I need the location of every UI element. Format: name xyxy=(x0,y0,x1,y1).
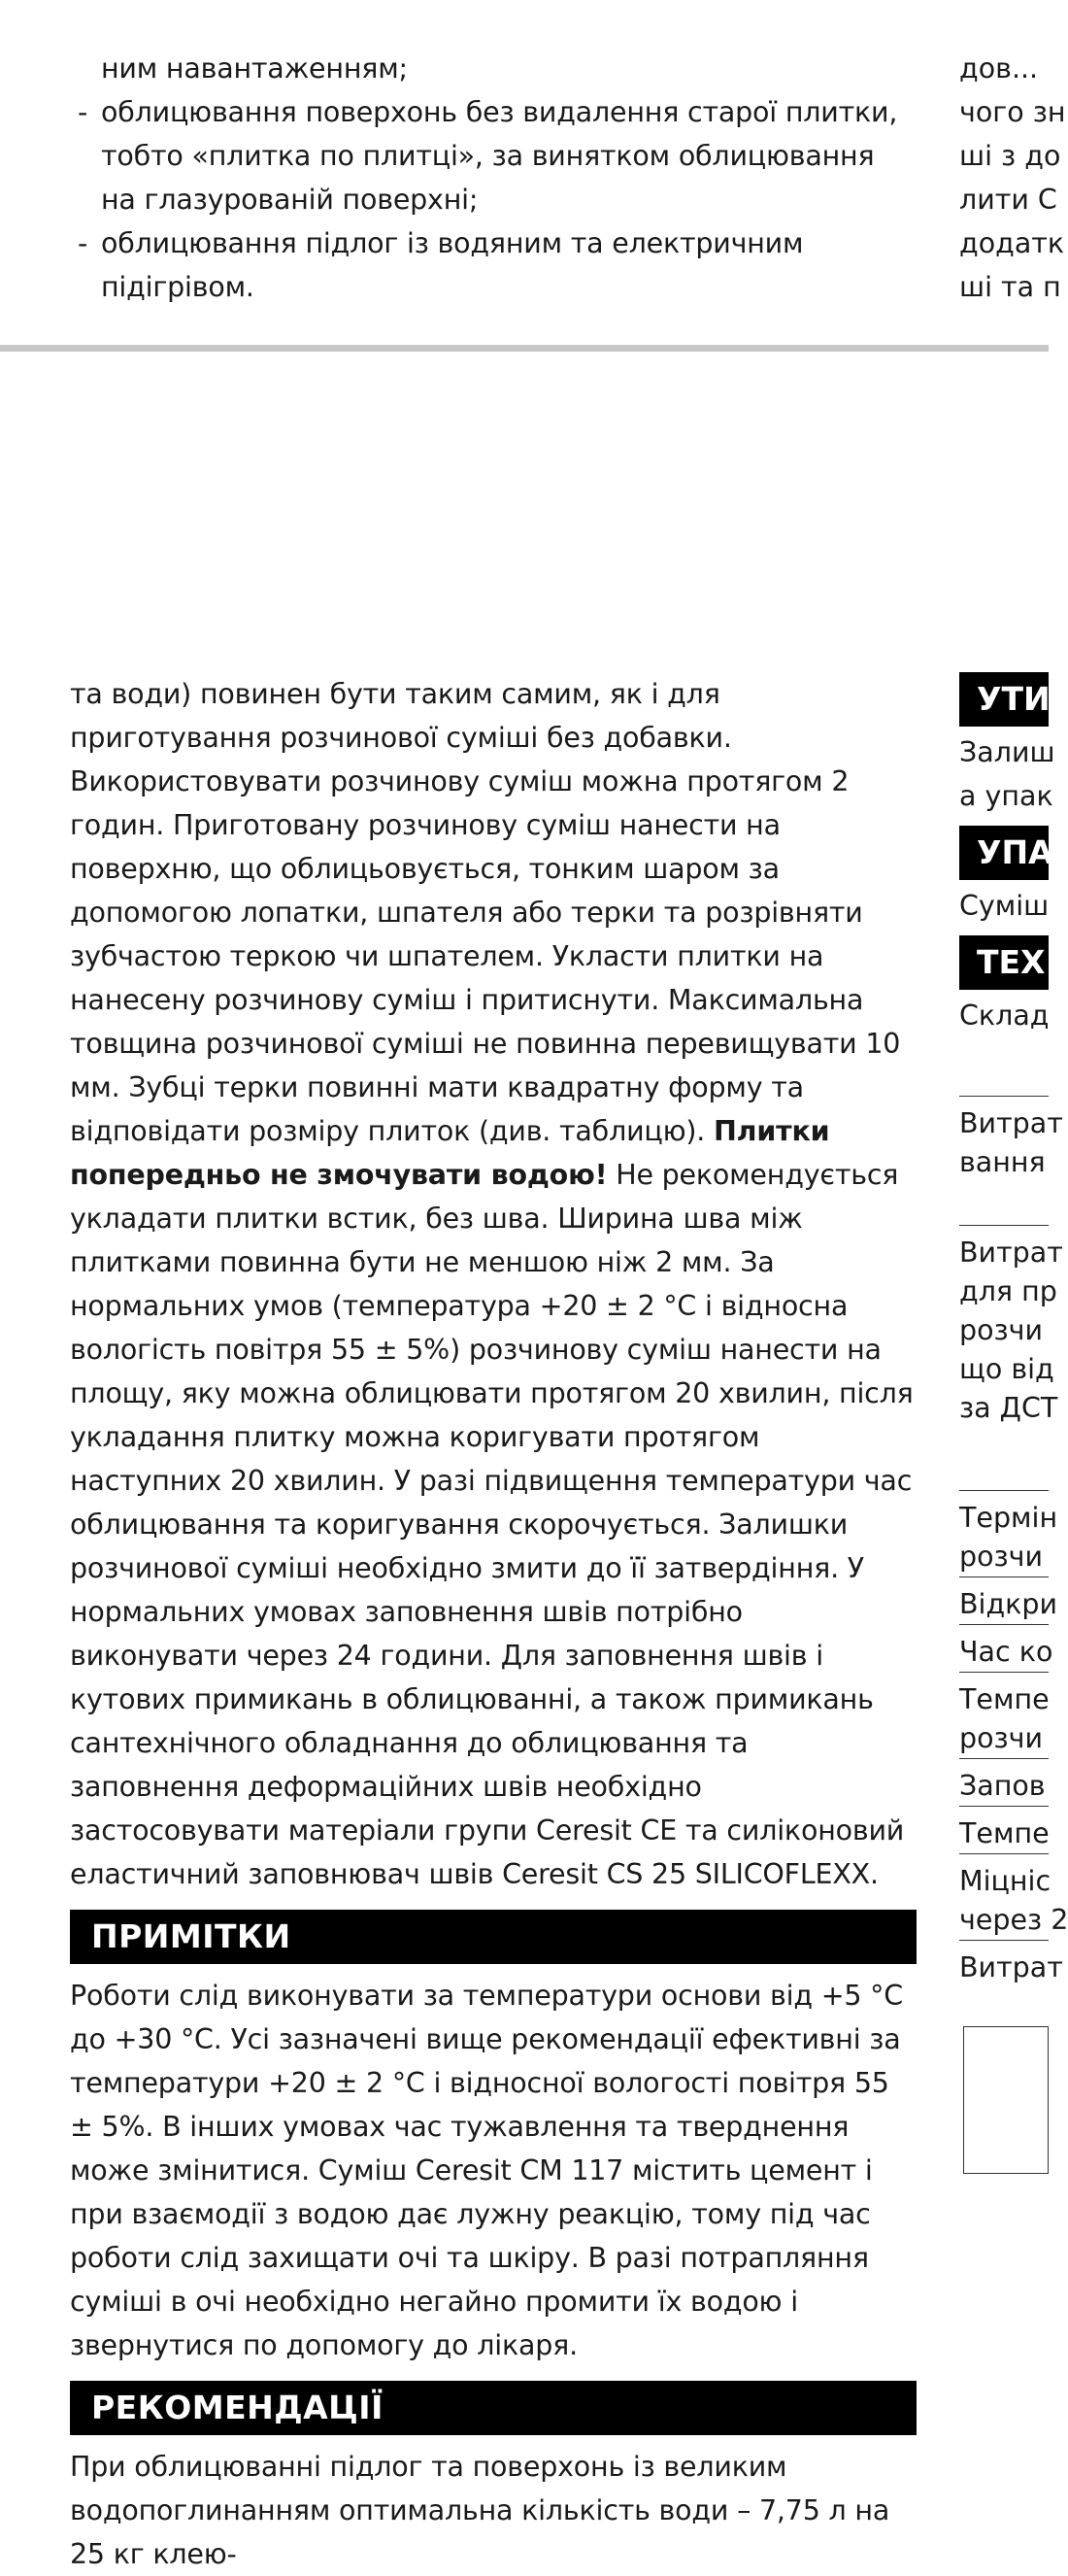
text-fragment: а упак xyxy=(959,780,1053,812)
exclusions-list-column xyxy=(70,47,917,309)
table-row: Витрат xyxy=(959,1940,1049,1987)
technical-heading-fragment: ТЕХ xyxy=(959,935,1049,990)
text-fragment: ші з до xyxy=(959,140,1061,172)
table-row: Темпе xyxy=(959,1806,1049,1853)
text-fragment: Залиш xyxy=(959,736,1055,768)
notes-paragraph: Роботи слід виконувати за температури основи від +5 °C до +30 °C. Усі зазначені вище рекомендації ефективні за температури +20 ± 2 °C і відносної вологості повітря 55 ± 5%. В інших умовах час тужавлення та тверднення може змінитися. Суміш Ceresit CM 117 містить цемент і при взаємодії з водою дає лужну реакцію, тому під час роботи слід захищати очі та шкіру. В разі потрапляння суміші в очі необхідно негайно промити їх водою і звернутися по допомогу до лікаря. xyxy=(70,1980,903,2361)
list-item: - облицювання поверхонь без видалення старої плитки, тобто «плитка по плитці», за винятком облицювання на глазурованій поверхні; xyxy=(78,96,898,216)
recommendations-heading: РЕКОМЕНДАЦІЇ xyxy=(70,2381,917,2435)
table-row: Витрат для пр розчи що від за ДСТ xyxy=(959,1225,1049,1428)
exclusions-list xyxy=(70,47,917,309)
application-paragraph: та води) повинен бути таким самим, як і для приготування розчинової суміші без добавки. Використовувати розчинову суміш можна протягом 2 годин. Приготовану розчинову суміш нанести на поверхню, що облицьовується, тонким шаром за допомогою лопатки, шпателя або терки та розрівняти зубчастою теркою чи шпателем. Укласти плитки на нанесену розчинову суміш і притиснути. Максимальна товщина розчинової суміші не повинна перевищувати 10 мм. Зубці терки повинні мати квадратну форму та відповідати розміру плиток (див. таблицю). Плитки попередньо не змочувати водою! Не рекомендується укладати плитки встик, без шва. Ширина шва між плитками повинна бути не меншою ніж 2 мм. За нормальних умов (температура +20 ± 2 °C і відносна вологість повітря 55 ± 5%) розчинову суміш нанести на площу, яку можна облицювати протягом 20 хвилин, після укладання плитку можна коригувати протягом наступних 20 хвилин. У разі підвищення температури час облицювання та коригування скорочується. Залишки розчинової суміші необхідно змити до її затвердіння. У нормальних умовах заповнення швів потрібно виконувати через 24 години. Для заповнення швів і кутових примикань в облицюванні, а також примикань сантехнічного обладнання до облицювання та заповнення деформаційних швів необхідно застосовувати матеріали групи Ceresit CE та силіконовий еластичний заповнювач швів Ceresit CS 25 SILICOFLEXX. xyxy=(70,678,914,1890)
document-page-top xyxy=(0,0,1066,345)
document-page-bottom xyxy=(0,352,1068,2570)
technical-data-column-fragment xyxy=(959,672,1068,2265)
packaging-heading-fragment: УПА xyxy=(959,826,1049,880)
recommendations-paragraph: При облицюванні підлог та поверхонь із великим водопоглинанням оптимальна кількість води – 7,75 л на 25 кг клею- xyxy=(70,2451,890,2570)
text-fragment: чого зн xyxy=(959,96,1066,128)
instructions-column xyxy=(70,672,917,2576)
right-column-fragment xyxy=(959,47,1066,338)
table-row: Термін розчи xyxy=(959,1490,1049,1576)
table-row: Темпе розчи xyxy=(959,1672,1049,1758)
text-fragment: ші та п xyxy=(959,271,1061,303)
table-row: Міцніс через 2 xyxy=(959,1853,1049,1940)
table-row: Запов xyxy=(959,1758,1049,1806)
usage-heading-fragment: УТИ xyxy=(959,672,1049,727)
warning-emphasis: Плитки попередньо не змочувати водою! xyxy=(70,1115,830,1191)
notes-heading: ПРИМІТКИ xyxy=(70,1910,917,1964)
text-fragment: додатк xyxy=(959,227,1065,259)
text-fragment: лити С xyxy=(959,184,1057,216)
list-item: - облицювання підлог із водяним та електричним підігрівом. xyxy=(78,227,804,303)
text-fragment: дов... xyxy=(959,52,1039,85)
text-fragment: Склад xyxy=(959,1000,1050,1032)
table-row: Відкри xyxy=(959,1576,1049,1624)
list-item: ним навантаженням; xyxy=(101,52,408,85)
table-box-fragment xyxy=(963,2026,1049,2174)
text-fragment: Суміш xyxy=(959,890,1050,922)
table-row: Витрат вання xyxy=(959,1096,1049,1182)
table-row: Час ко xyxy=(959,1624,1049,1672)
